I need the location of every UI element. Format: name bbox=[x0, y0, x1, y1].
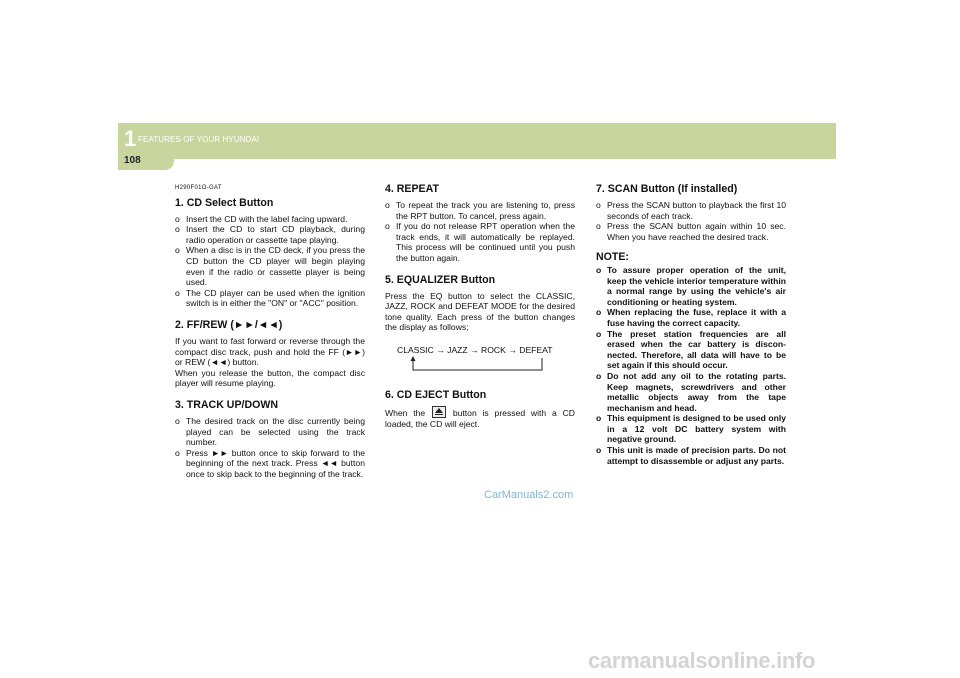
section-code: H290F01O-GAT bbox=[175, 185, 222, 191]
eject-text-before: When the bbox=[385, 407, 426, 418]
note-title: NOTE: bbox=[596, 251, 629, 264]
note-item: o Do not add any oil to the rotating parts. Keep magnets, screwdrivers and other metallic objects away from the tape mechanism and head. bbox=[596, 371, 786, 413]
list-item: o Insert the CD to start CD playback, during radio operation or cassette tape playing. bbox=[175, 224, 365, 245]
list-item: o The desired track on the disc currently being played can be selected using the track number. bbox=[175, 416, 365, 448]
equalizer-flow-diagram bbox=[385, 345, 575, 379]
page-number: 108 bbox=[124, 155, 141, 166]
note-item: o This unit is made of precision parts. Do not attempt to disassemble or adjust any parts. bbox=[596, 445, 786, 466]
column-right bbox=[596, 183, 786, 466]
eject-text-after: button is pressed with a CD loaded, the CD will eject. bbox=[385, 407, 575, 429]
section-title-scan: 7. SCAN Button (If installed) bbox=[596, 183, 738, 195]
note-item: o This equipment is designed to be used only in a 12 volt DC battery system with negative ground. bbox=[596, 413, 786, 445]
paragraph: Press the EQ button to select the CLASSIC, JAZZ, ROCK and DEFEAT MODE for the desired tone quality. Each press of the button changes the display as follows; bbox=[385, 290, 575, 333]
list-item: o The CD player can be used when the ignition switch is in either the "ON" or "ACC" position. bbox=[175, 288, 365, 309]
note-item: o When replacing the fuse, replace it with a fuse having the correct capacity. bbox=[596, 307, 786, 328]
chapter-number: 1 bbox=[124, 126, 137, 151]
paragraph: If you want to fast forward or reverse through the compact disc track, push and hold the FF (►►) or REW (◄◄) button. bbox=[175, 335, 365, 368]
eject-icon bbox=[432, 406, 446, 418]
flow-text: CLASSIC → JAZZ → ROCK → DEFEAT bbox=[397, 344, 553, 355]
section-title-repeat: 4. REPEAT bbox=[385, 183, 439, 195]
column-left bbox=[175, 183, 365, 479]
section-title-track: 3. TRACK UP/DOWN bbox=[175, 398, 278, 411]
list-item: o When a disc is in the CD deck, if you press the CD button the CD player will begin playing even if the radio or cassette player is being used. bbox=[175, 245, 365, 287]
note-item: o To assure proper operation of the unit, keep the vehicle interior temperature within a normal range by using the vehicle's air conditioning or heating system. bbox=[596, 265, 786, 307]
list-item: o To repeat the track you are listening to, press the RPT button. To cancel, press again. bbox=[385, 200, 575, 221]
section-title-equalizer: 5. EQUALIZER Button bbox=[385, 273, 496, 286]
section-title-eject: 6. CD EJECT Button bbox=[385, 388, 487, 401]
column-middle bbox=[385, 183, 575, 429]
chapter-title: FEATURES OF YOUR HYUNDAI bbox=[138, 135, 260, 144]
list-item: o Press the SCAN button again within 10 sec. When you have reached the desired track. bbox=[596, 221, 786, 242]
list-item: o Press the SCAN button to playback the first 10 seconds of each track. bbox=[596, 200, 786, 221]
watermark-footer: carmanualsonline.info bbox=[588, 648, 816, 673]
list-item: o Insert the CD with the label facing upward. bbox=[175, 214, 365, 225]
note-item: o The preset station frequencies are all erased when the car battery is discon-nected. Therefore, all data will have to be set again if this should occur. bbox=[596, 329, 786, 371]
list-item: o Press ►► button once to skip forward to the beginning of the next track. Press ◄◄ button once to skip back to the beginning of the track. bbox=[175, 448, 365, 480]
section-title-cd-select: 1. CD Select Button bbox=[175, 196, 274, 209]
paragraph: When you release the button, the compact disc player will resume playing. bbox=[175, 367, 365, 389]
watermark-link[interactable]: CarManuals2.com bbox=[484, 489, 574, 501]
section-title-ff-rew: 2. FF/REW (►►/◄◄) bbox=[175, 318, 283, 331]
paragraph bbox=[385, 406, 575, 429]
list-item: o If you do not release RPT operation when the track ends, it will automatically be replayed. This process will be continued until you push the button again. bbox=[385, 221, 575, 263]
